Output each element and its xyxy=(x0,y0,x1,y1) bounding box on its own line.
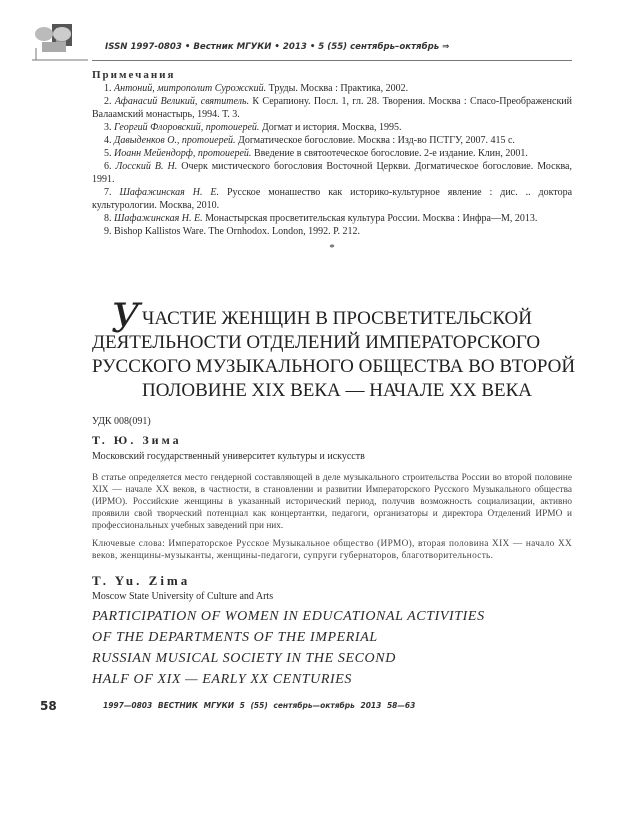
title-line: ПОЛОВИНЕ XIX ВЕКА — НАЧАЛЕ XX ВЕКА xyxy=(141,380,532,401)
note-item xyxy=(92,212,572,225)
abstract: В статье определяется место гендерной составляющей в деле музыкального строительства России во второй половине XIX — начале XX веков, в частности, в становлении и развитии Императорского Русского Музыкального общества (ИРМО). Российские женщины в указанный исторический период, получив возможность социализации, активно проявили свой творческий потенциал как концертантки, педагоги, организаторы и директора Отделений ИРМО и профессиональных учебных заведений при них. xyxy=(92,473,572,531)
note-author: Давыденков О., протоиерей. xyxy=(114,135,236,146)
author-affiliation-en: Moscow State University of Culture and Arts xyxy=(92,591,274,602)
title-en-line: OF THE DEPARTMENTS OF THE IMPERIAL xyxy=(92,630,378,645)
note-author: Иоанн Мейендорф, протоиерей. xyxy=(114,148,252,159)
udk-code: УДК 008(091) xyxy=(92,416,151,427)
article-title xyxy=(92,296,576,403)
note-text: Монастырская просветительская культура России. Москва : Инфра—М, 2013. xyxy=(202,213,538,224)
note-item xyxy=(92,147,572,160)
author-affiliation: Московский государственный университет культуры и искусств xyxy=(92,451,365,462)
note-item xyxy=(92,95,572,121)
note-item xyxy=(92,134,572,147)
note-item xyxy=(92,121,572,134)
note-author: Шафажинская Н. Е. xyxy=(119,187,220,198)
note-number: 1. xyxy=(104,83,112,94)
title-en-line: RUSSIAN MUSICAL SOCIETY IN THE SECOND xyxy=(92,651,396,666)
title-en-line: HALF OF XIX — EARLY XX CENTURIES xyxy=(92,672,353,687)
note-text: Догмат и история. Москва, 1995. xyxy=(259,122,402,133)
title-line xyxy=(92,296,532,342)
author-name: Т. Ю. Зима xyxy=(92,433,182,447)
note-text: Русское монашество как историко-культурное явление : дис. .. доктора культурологии. Москва, 2010. xyxy=(92,187,573,211)
note-text: Труды. Москва : Практика, 2002. xyxy=(266,83,409,94)
title-en-line: PARTICIPATION OF WOMEN IN EDUCATIONAL ACTIVITIES xyxy=(92,609,485,624)
note-number: 9. xyxy=(104,226,112,237)
note-text: Догматическое богословие. Москва : Изд-во ПСТГУ, 2007. 415 с. xyxy=(235,135,515,146)
title-line-text: ЧАСТИЕ ЖЕНЩИН В ПРОСВЕТИТЕЛЬСКОЙ xyxy=(142,308,532,329)
keywords: Ключевые слова: Императорское Русское Музыкальное общество (ИРМО), вторая половина XIX — начало XX веков, женщины-музыканты, женщины-педагоги, супруги губернаторов, благотворительность. xyxy=(92,539,572,561)
notes-section xyxy=(92,68,572,238)
note-text: К Серапиону. Посл. 1, гл. 28. Творения. Москва : Спасо-Преображенский Валаамский монастырь, 1994. Т. 3. xyxy=(92,96,573,120)
note-author: Антоний, митрополит Сурожский. xyxy=(114,83,267,94)
page-number: 58 xyxy=(40,699,57,713)
note-number: 8. xyxy=(104,213,112,224)
section-separator: * xyxy=(329,242,335,254)
note-author: Афанасий Великий, святитель. xyxy=(114,96,250,107)
note-number: 4. xyxy=(104,135,112,146)
note-text: Bishop Kallistos Ware. The Ornhodox. London, 1992. P. 212. xyxy=(114,226,361,237)
note-number: 3. xyxy=(104,122,112,133)
note-item xyxy=(92,82,572,95)
running-head: ISSN 1997-0803 • Вестник МГУКИ • 2013 • 5 (55) сентябрь–октябрь ⇒ xyxy=(105,42,450,52)
footer-citation: 1997—0803 ВЕСТНИК МГУКИ 5 (55) сентябрь—октябрь 2013 58—63 xyxy=(103,701,416,710)
note-number: 2. xyxy=(104,96,112,107)
title-line: РУССКОГО МУЗЫКАЛЬНОГО ОБЩЕСТВА ВО ВТОРОЙ xyxy=(92,356,576,377)
notes-heading: Примечания xyxy=(92,69,176,81)
note-item xyxy=(92,160,572,186)
article-title-en xyxy=(92,606,572,690)
notes-list xyxy=(92,82,572,238)
journal-logo-icon xyxy=(32,22,88,62)
page-footer xyxy=(0,698,617,738)
note-item xyxy=(92,225,572,238)
note-text: Введение в святоотеческое богословие. 2-е издание. Клин, 2001. xyxy=(251,148,528,159)
note-number: 6. xyxy=(104,161,112,172)
note-author: Лосский В. Н. xyxy=(115,161,178,172)
note-item xyxy=(92,186,572,212)
title-drop-cap: У xyxy=(111,296,141,342)
author-name-en: T. Yu. Zima xyxy=(92,573,191,588)
title-line: ДЕЯТЕЛЬНОСТИ ОТДЕЛЕНИЙ ИМПЕРАТОРСКОГО xyxy=(92,332,541,353)
note-number: 7. xyxy=(104,187,112,198)
note-author: Георгий Флоровский, протоиерей. xyxy=(114,122,260,133)
note-author: Шафажинская Н. Е. xyxy=(114,213,203,224)
note-text: Очерк мистического богословия Восточной Церкви. Догматическое богословие. Москва, 1991. xyxy=(92,161,572,185)
page-content xyxy=(92,0,576,690)
note-number: 5. xyxy=(104,148,112,159)
